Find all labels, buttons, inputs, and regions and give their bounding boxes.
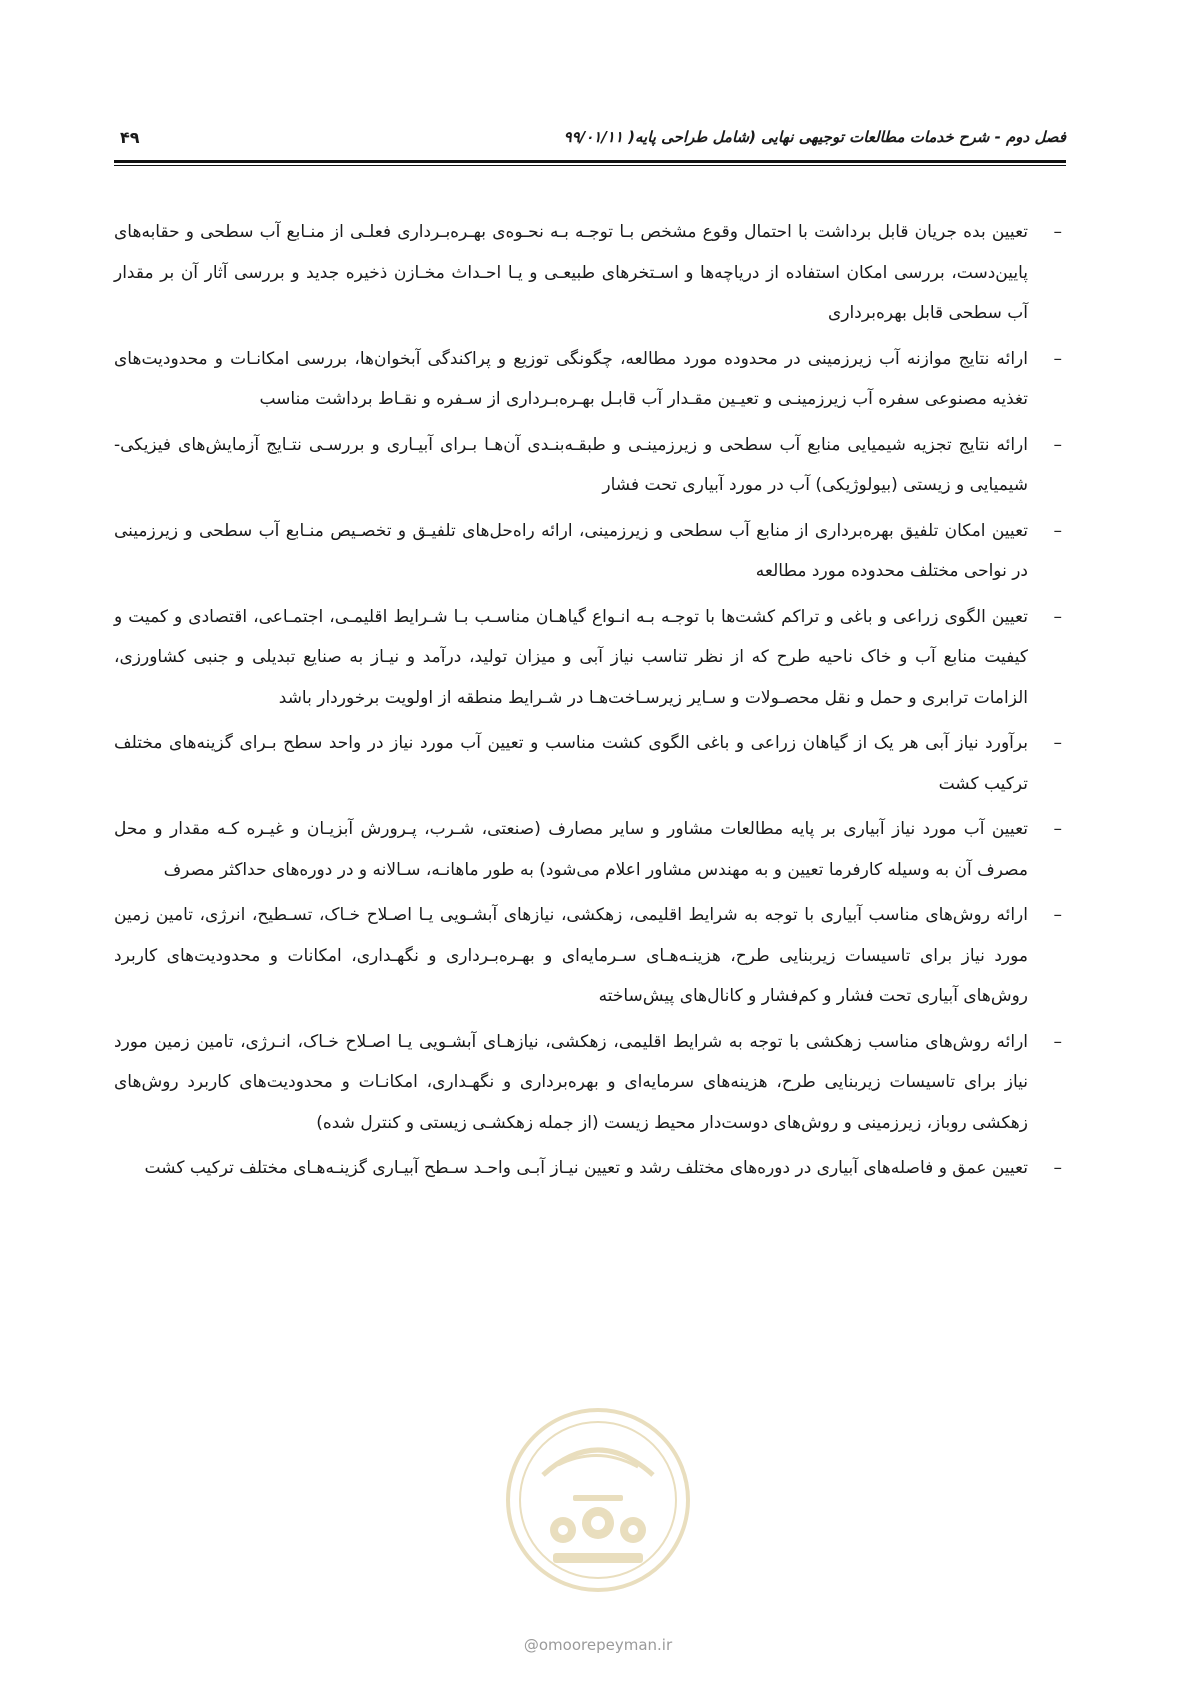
dash-bullet: – [1053,819,1062,839]
list-item-text: تعیین بده جریان قابل برداشت با احتمال وقوع مشخص بـا توجـه بـه نحـوه‌ی بهـره‌بـرداری فعلـی از منـابع آب سطحی و حقابه‌های پایین‌دست، بررسی امکان استفاده از دریاچه‌ها و اسـتخرهای طبیعـی و یـا احـداث مخـازن ذخیره جدید و بررسی آثار آن بر مقدار آب سطحی قابل بهره‌برداری [114,222,1028,323]
list-item-text: تعیین آب مورد نیاز آبیاری بر پایه مطالعات مشاور و سایر مصارف (صنعتی، شـرب، پـرورش آبزیـان و غیـره کـه مقدار و محل مصرف آن به وسیله کارفرما تعیین و به مهندس مشاور اعلام می‌شود) به طور ماهانـه، سـالانه و در دوره‌های حداکثر مصرف [114,819,1028,880]
list-item [114,212,1066,334]
list-item [114,597,1066,719]
dash-bullet: – [1053,905,1062,925]
dash-bullet: – [1053,1031,1062,1052]
list-item-text: تعیین الگوی زراعی و باغی و تراکم کشت‌ها با توجـه بـه انـواع گیاهـان مناسـب بـا شـرایط اقلیمـی، اجتمـاعی، اقتصادی و کمیت و کیفیت منابع آب و خاک ناحیه طرح که از نظر تناسب نیاز آبی و میزان تولید، درآمد و نیـاز به صنایع تبدیلی و جنبی کشاورزی، الزامات ترابری و حمل و نقل محصـولات و سـایر زیرسـاخت‌هـا در شـرایط منطقه از اولویت برخوردار باشد [114,606,1028,708]
list-item-text: برآورد نیاز آبی هر یک از گیاهان زراعی و باغی الگوی کشت مناسب و تعیین آب مورد نیاز در واحد سطح بـرای گزینه‌های مختلف ترکیب کشت [114,733,1028,794]
dash-bullet: – [1053,348,1062,369]
list-item-text: ارائه روش‌های مناسب زهکشی با توجه به شرایط اقلیمی، زهکشی، نیازهـای آبشـویی یـا اصـلاح خـاک، انـرژی، تامین زمین مورد نیاز برای تاسیسات زیربنایی طرح، هزینه‌های سرمایه‌ای و بهره‌برداری و نگهـداری، امکانـات و محدودیت‌های کاربرد روش‌های زهکشی روباز، زیرزمینی و روش‌های دوست‌دار محیط زیست (از جمله زهکشـی زیستی و کنترل شده) [114,1031,1028,1133]
list-item [114,895,1066,1017]
dash-bullet: – [1053,520,1062,541]
dash-bullet: – [1053,222,1062,242]
watermark-url: @omoorepeyman.ir [523,1636,673,1654]
bullet-list [114,212,1066,1194]
list-item-text: تعیین امکان تلفیق بهره‌برداری از منابع آب سطحی و زیرزمینی، ارائه راه‌حل‌های تلفیـق و تخصـیص منـابع آب سطحی و زیرزمینی در نواحی مختلف محدوده مورد مطالعه [114,520,1028,581]
list-item [114,425,1066,506]
list-item [114,339,1066,420]
watermark-seal-icon [503,1405,693,1595]
dash-bullet: – [1053,1158,1062,1178]
page-number: ۴۹ [120,128,140,147]
list-item-text: ارائه روش‌های مناسب آبیاری با توجه به شرایط اقلیمی، زهکشی، نیازهای آبشـویی یـا اصـلاح خـاک، تسـطیح، انرژی، تامین زمین مورد نیاز برای تاسیسات زیربنایی طرح، هزینـه‌هـای سـرمایه‌ای و بهـره‌بـرداری و نگهـداری، امکانات و محدودیت‌های کاربرد روش‌های آبیاری تحت فشار و کم‌فشار و کانال‌های پیش‌ساخته [114,905,1028,1006]
dash-bullet: – [1053,733,1062,753]
list-item [114,511,1066,592]
running-header [114,128,1066,154]
header-rule-thin [114,165,1066,166]
list-item [114,1148,1066,1189]
dash-bullet: – [1053,434,1062,455]
chapter-title: فصل دوم - شرح خدمات مطالعات توجیهی نهایی (شامل طراحی پایه( ۹۹/۰۱/۱۱ [563,128,1066,146]
list-item-text: ارائه نتایج موازنه آب زیرزمینی در محدوده مورد مطالعه، چگونگی توزیع و پراکندگی آبخوان‌ها، بررسی امکانـات و محدودیت‌های تغذیه مصنوعی سفره آب زیرزمینـی و تعیـین مقـدار آب قابـل بهـره‌بـرداری از سـفره و نقـاط برداشت مناسب [114,348,1028,409]
list-item-text: ارائه نتایج تجزیه شیمیایی منابع آب سطحی و زیرزمینـی و طبقـه‌بنـدی آن‌هـا بـرای آبیـاری و بررسـی نتـایج آزمایش‌های فیزیکی- شیمیایی و زیستی (بیولوژیکی) آب در مورد آبیاری تحت فشار [114,434,1028,495]
list-item [114,809,1066,890]
header-rule [114,160,1066,163]
list-item [114,723,1066,804]
list-item-text: تعیین عمق و فاصله‌های آبیاری در دوره‌های مختلف رشد و تعیین نیـاز آبـی واحـد سـطح آبیـاری گزینـه‌هـای مختلف ترکیب کشت [144,1158,1028,1178]
dash-bullet: – [1053,606,1062,627]
list-item [114,1022,1066,1144]
